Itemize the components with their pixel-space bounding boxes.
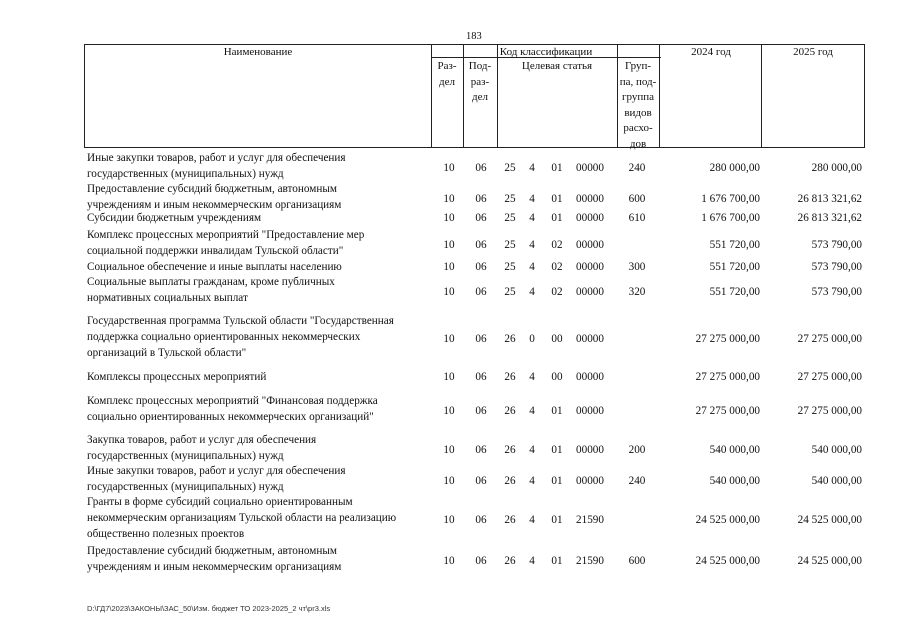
cell-cs2: 4 [529, 475, 535, 487]
row-name: Социальные выплаты гражданам, кроме публичных нормативных социальных выплат [87, 276, 335, 304]
cell-cs1: 25 [504, 286, 516, 298]
table-row [0, 227, 905, 259]
cell-y2024: 551 720,00 [709, 286, 760, 298]
cell-vr: 320 [628, 286, 646, 298]
cell-cs1: 26 [504, 333, 516, 345]
row-name: Закупка товаров, работ и услуг для обеспечения государственных (муниципальных) нужд [87, 434, 317, 462]
header-name: Наименование [223, 46, 293, 58]
row-name: Комплексы процессных мероприятий [87, 371, 267, 383]
cell-cs4: 21590 [576, 555, 604, 567]
cell-rz: 10 [443, 405, 455, 417]
cell-cs1: 25 [504, 212, 516, 224]
cell-cs1: 26 [504, 475, 516, 487]
header-gruppa: Груп- па, под- группа видов расхо- дов [619, 60, 657, 150]
cell-cs2: 4 [529, 261, 535, 273]
cell-vr: 600 [628, 193, 646, 205]
cell-rz: 10 [443, 239, 455, 251]
row-name: Комплекс процессных мероприятий "Предоставление мер социальной поддержки инвалидам Тульской области" [87, 229, 365, 257]
cell-cs1: 25 [504, 239, 516, 251]
cell-cs1: 26 [504, 514, 516, 526]
header-code: Код классификации [499, 46, 593, 58]
row-name: Субсидии бюджетным учреждениям [87, 212, 262, 224]
cell-cs3: 01 [551, 555, 563, 567]
cell-y2025: 26 813 321,62 [797, 193, 862, 205]
cell-cs3: 01 [551, 193, 563, 205]
cell-rz: 10 [443, 444, 455, 456]
table-row [0, 369, 905, 385]
cell-pr: 06 [475, 193, 487, 205]
cell-cs3: 01 [551, 162, 563, 174]
cell-cs1: 26 [504, 555, 516, 567]
cell-y2025: 24 525 000,00 [797, 555, 862, 567]
cell-cs4: 00000 [576, 212, 604, 224]
cell-vr: 240 [628, 475, 646, 487]
table-row [0, 274, 905, 306]
cell-y2024: 27 275 000,00 [695, 371, 760, 383]
cell-pr: 06 [475, 212, 487, 224]
cell-cs3: 00 [551, 371, 563, 383]
cell-y2025: 573 790,00 [811, 239, 862, 251]
cell-cs1: 25 [504, 193, 516, 205]
cell-cs3: 01 [551, 405, 563, 417]
cell-rz: 10 [443, 514, 455, 526]
row-name: Иные закупки товаров, работ и услуг для обеспечения государственных (муниципальных) нужд [87, 152, 346, 180]
table-row [0, 543, 905, 575]
cell-cs2: 4 [529, 444, 535, 456]
cell-cs2: 0 [529, 333, 535, 345]
cell-rz: 10 [443, 475, 455, 487]
header-2024: 2024 год [691, 46, 731, 58]
cell-cs2: 4 [529, 514, 535, 526]
cell-y2025: 573 790,00 [811, 261, 862, 273]
cell-vr: 600 [628, 555, 646, 567]
table-row [0, 393, 905, 425]
cell-rz: 10 [443, 212, 455, 224]
cell-cs1: 26 [504, 371, 516, 383]
cell-cs4: 00000 [576, 162, 604, 174]
cell-cs3: 02 [551, 239, 563, 251]
cell-vr: 610 [628, 212, 646, 224]
cell-cs2: 4 [529, 162, 535, 174]
header-2025: 2025 год [793, 46, 833, 58]
cell-cs4: 00000 [576, 286, 604, 298]
cell-y2025: 540 000,00 [811, 444, 862, 456]
cell-cs1: 26 [504, 405, 516, 417]
cell-y2024: 27 275 000,00 [695, 333, 760, 345]
cell-y2025: 26 813 321,62 [797, 212, 862, 224]
header-celevaya: Целевая статья [521, 60, 593, 72]
table-row [0, 313, 905, 361]
cell-pr: 06 [475, 444, 487, 456]
cell-vr: 200 [628, 444, 646, 456]
header-razdel: Раз- дел [437, 60, 457, 88]
cell-pr: 06 [475, 333, 487, 345]
row-name: Государственная программа Тульской области "Государственная поддержка социально ориентированных некоммерческих организаций в Тульской области" [87, 315, 394, 359]
cell-cs1: 25 [504, 261, 516, 273]
cell-pr: 06 [475, 239, 487, 251]
cell-rz: 10 [443, 555, 455, 567]
cell-pr: 06 [475, 261, 487, 273]
page-number: 183 [466, 31, 482, 42]
cell-cs4: 00000 [576, 333, 604, 345]
cell-y2024: 280 000,00 [709, 162, 760, 174]
cell-cs4: 21590 [576, 514, 604, 526]
cell-y2024: 551 720,00 [709, 239, 760, 251]
cell-y2025: 27 275 000,00 [797, 371, 862, 383]
row-name: Комплекс процессных мероприятий "Финансовая поддержка социально ориентированных некоммерческих организаций" [87, 395, 378, 423]
table-row [0, 432, 905, 464]
cell-rz: 10 [443, 371, 455, 383]
cell-y2024: 540 000,00 [709, 475, 760, 487]
cell-cs3: 02 [551, 286, 563, 298]
cell-cs2: 4 [529, 405, 535, 417]
cell-y2024: 1 676 700,00 [701, 193, 760, 205]
cell-y2025: 24 525 000,00 [797, 514, 862, 526]
table-row [0, 150, 905, 182]
cell-rz: 10 [443, 162, 455, 174]
table-row [0, 259, 905, 275]
table-row [0, 210, 905, 226]
cell-y2024: 540 000,00 [709, 444, 760, 456]
row-name: Предоставление субсидий бюджетным, автономным учреждениям и иным некоммерческим организациям [87, 183, 342, 211]
row-name: Иные закупки товаров, работ и услуг для обеспечения государственных (муниципальных) нужд [87, 465, 346, 493]
cell-pr: 06 [475, 286, 487, 298]
cell-rz: 10 [443, 333, 455, 345]
cell-cs1: 25 [504, 162, 516, 174]
cell-cs4: 00000 [576, 239, 604, 251]
cell-vr: 300 [628, 261, 646, 273]
row-name: Социальное обеспечение и иные выплаты населению [87, 261, 342, 273]
cell-cs4: 00000 [576, 405, 604, 417]
header-podrazdel: Под- раз- дел [468, 60, 492, 103]
cell-cs3: 01 [551, 212, 563, 224]
cell-y2025: 27 275 000,00 [797, 405, 862, 417]
cell-cs4: 00000 [576, 444, 604, 456]
cell-pr: 06 [475, 555, 487, 567]
cell-y2024: 24 525 000,00 [695, 555, 760, 567]
cell-rz: 10 [443, 286, 455, 298]
cell-cs4: 00000 [576, 475, 604, 487]
file-path-footer: D:\ГД7\2023\ЗАКОНЫ\ЗАС_50\Изм. бюджет ТО 2023-2025_2 чт\pr3.xls [87, 604, 331, 613]
table-row [0, 463, 905, 495]
cell-cs3: 01 [551, 444, 563, 456]
row-name: Гранты в форме субсидий социально ориентированным некоммерческим организациям Тульской области на реализацию общественно полезных проектов [87, 496, 397, 540]
cell-cs2: 4 [529, 286, 535, 298]
cell-y2024: 27 275 000,00 [695, 405, 760, 417]
cell-cs2: 4 [529, 212, 535, 224]
cell-y2024: 551 720,00 [709, 261, 760, 273]
cell-y2024: 24 525 000,00 [695, 514, 760, 526]
cell-rz: 10 [443, 193, 455, 205]
cell-pr: 06 [475, 514, 487, 526]
cell-cs4: 00000 [576, 193, 604, 205]
row-name: Предоставление субсидий бюджетным, автономным учреждениям и иным некоммерческим организациям [87, 545, 342, 573]
cell-cs1: 26 [504, 444, 516, 456]
cell-cs4: 00000 [576, 261, 604, 273]
cell-y2025: 27 275 000,00 [797, 333, 862, 345]
cell-cs3: 00 [551, 333, 563, 345]
cell-cs4: 00000 [576, 371, 604, 383]
cell-pr: 06 [475, 371, 487, 383]
cell-y2025: 540 000,00 [811, 475, 862, 487]
cell-y2025: 280 000,00 [811, 162, 862, 174]
cell-pr: 06 [475, 475, 487, 487]
cell-cs3: 01 [551, 514, 563, 526]
cell-pr: 06 [475, 405, 487, 417]
cell-cs2: 4 [529, 555, 535, 567]
cell-cs3: 01 [551, 475, 563, 487]
table-row [0, 181, 905, 213]
cell-pr: 06 [475, 162, 487, 174]
cell-cs2: 4 [529, 239, 535, 251]
table-row [0, 494, 905, 542]
cell-y2024: 1 676 700,00 [701, 212, 760, 224]
cell-cs3: 02 [551, 261, 563, 273]
cell-vr: 240 [628, 162, 646, 174]
cell-rz: 10 [443, 261, 455, 273]
cell-cs2: 4 [529, 371, 535, 383]
cell-cs2: 4 [529, 193, 535, 205]
cell-y2025: 573 790,00 [811, 286, 862, 298]
